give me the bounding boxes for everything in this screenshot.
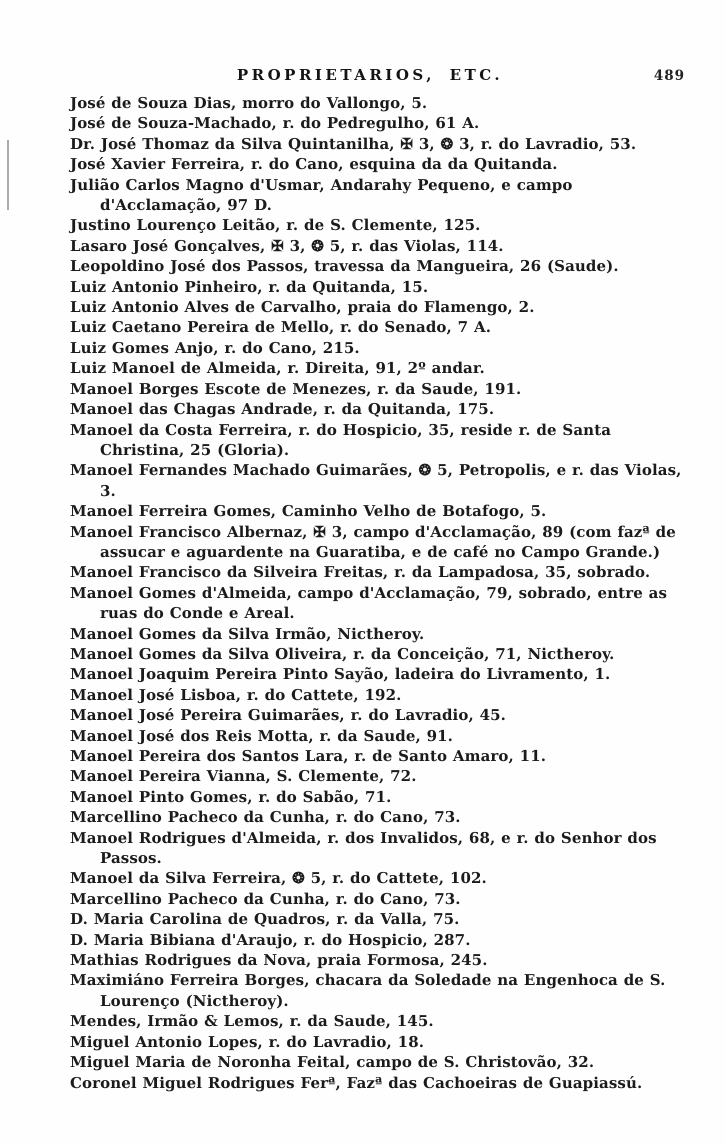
directory-entry: Manoel José Lisboa, r. do Cattete, 192.: [70, 685, 402, 704]
directory-entry: Miguel Antonio Lopes, r. do Lavradio, 18.: [70, 1032, 425, 1051]
directory-entry: D. Maria Carolina de Quadros, r. da Valla, 75.: [70, 910, 460, 929]
directory-entry: Manoel da Costa Ferreira, r. do Hospicio, 35, reside r. de Santa Christina, 25 (Gloria).: [70, 420, 612, 459]
directory-entry: José de Souza Dias, morro do Vallongo, 5.: [70, 94, 428, 112]
directory-entry: Manoel Joaquim Pereira Pinto Sayão, ladeira do Livramento, 1.: [70, 665, 611, 684]
running-head: [70, 66, 685, 90]
directory-entry: Manoel Ferreira Gomes, Caminho Velho de Botafogo, 5.: [70, 502, 547, 521]
directory-entry: Leopoldino José dos Passos, travessa da Mangueira, 26 (Saude).: [70, 257, 619, 276]
directory-entry: Dr. José Thomaz da Silva Quintanilha, ✠ 3, ❂ 3, r. do Lavradio, 53.: [70, 134, 637, 153]
directory-entry: Julião Carlos Magno d'Usmar, Andarahy Pequeno, e campo d'Acclamação, 97 D.: [70, 175, 573, 215]
directory-entry: Luiz Gomes Anjo, r. do Cano, 215.: [70, 338, 360, 357]
directory-entry: Manoel Francisco Albernaz, ✠ 3, campo d'Acclamação, 89 (com fazª de assucar e aguardente na Guaratiba, e de café no Campo Grande.): [70, 522, 676, 561]
directory-entry: Mathias Rodrigues da Nova, praia Formosa, 245.: [70, 951, 488, 970]
directory-entry: Manoel da Silva Ferreira, ❂ 5, r. do Cattete, 102.: [70, 869, 487, 888]
directory-entry: Manoel Gomes da Silva Oliveira, r. da Conceição, 71, Nictheroy.: [70, 644, 615, 663]
directory-entry: Luiz Caetano Pereira de Mello, r. do Senado, 7 A.: [70, 318, 492, 337]
directory-entry: Marcellino Pacheco da Cunha, r. do Cano, 73.: [70, 889, 461, 908]
directory-entry: Manoel Gomes da Silva Irmão, Nictheroy.: [70, 624, 425, 643]
directory-entry: Miguel Maria de Noronha Feital, campo de S. Christovão, 32.: [70, 1053, 595, 1072]
directory-entry: Manoel Pinto Gomes, r. do Sabão, 71.: [70, 787, 392, 806]
directory-entry: Coronel Miguel Rodrigues Ferª, Fazª das Cachoeiras de Guapiassú.: [70, 1073, 643, 1092]
directory-entry: Luiz Manoel de Almeida, r. Direita, 91, 2º andar.: [70, 359, 485, 378]
directory-entry: Justino Lourenço Leitão, r. de S. Clemente, 125.: [70, 216, 481, 235]
directory-entry: D. Maria Bibiana d'Araujo, r. do Hospicio, 287.: [70, 930, 471, 949]
directory-entry: Mendes, Irmão & Lemos, r. da Saude, 145.: [70, 1012, 434, 1031]
directory-entry: Lasaro José Gonçalves, ✠ 3, ❂ 5, r. das Violas, 114.: [70, 236, 504, 255]
directory-entry-list: [70, 93, 682, 1093]
directory-entry: Manoel Borges Escote de Menezes, r. da Saude, 191.: [70, 379, 522, 398]
directory-entry: Manoel Pereira Vianna, S. Clemente, 72.: [70, 767, 417, 786]
directory-entry: Marcellino Pacheco da Cunha, r. do Cano, 73.: [70, 808, 461, 827]
directory-entry: José de Souza-Machado, r. do Pedregulho, 61 A.: [70, 114, 480, 133]
directory-entry: Manoel Pereira dos Santos Lara, r. de Santo Amaro, 11.: [70, 747, 547, 765]
page-header-title: PROPRIETARIOS, ETC.: [236, 66, 504, 84]
directory-entry: Manoel Rodrigues d'Almeida, r. dos Invalidos, 68, e r. do Senhor dos Passos.: [70, 828, 657, 868]
directory-entry: Manoel Fernandes Machado Guimarães, ❂ 5, Petropolis, e r. das Violas, 3.: [70, 461, 682, 500]
directory-entry: Manoel José Pereira Guimarães, r. do Lavradio, 45.: [70, 706, 506, 725]
page-number: 489: [653, 68, 685, 84]
directory-entry: Manoel das Chagas Andrade, r. da Quitanda, 175.: [70, 400, 495, 419]
directory-entry: Luiz Antonio Alves de Carvalho, praia do Flamengo, 2.: [70, 298, 535, 317]
directory-entry: Manoel Francisco da Silveira Freitas, r. da Lampadosa, 35, sobrado.: [70, 563, 651, 582]
directory-entry: Luiz Antonio Pinheiro, r. da Quitanda, 15.: [70, 277, 429, 296]
directory-entry: Maximiáno Ferreira Borges, chacara da Soledade na Engenhoca de S. Lourenço (Nictheroy).: [70, 971, 666, 1010]
directory-entry: Manoel José dos Reis Motta, r. da Saude, 91.: [70, 726, 454, 745]
directory-entry: Manoel Gomes d'Almeida, campo d'Acclamação, 79, sobrado, entre as ruas do Conde e Areal.: [70, 583, 668, 623]
directory-entry: José Xavier Ferreira, r. do Cano, esquina da da Quitanda.: [70, 155, 558, 174]
